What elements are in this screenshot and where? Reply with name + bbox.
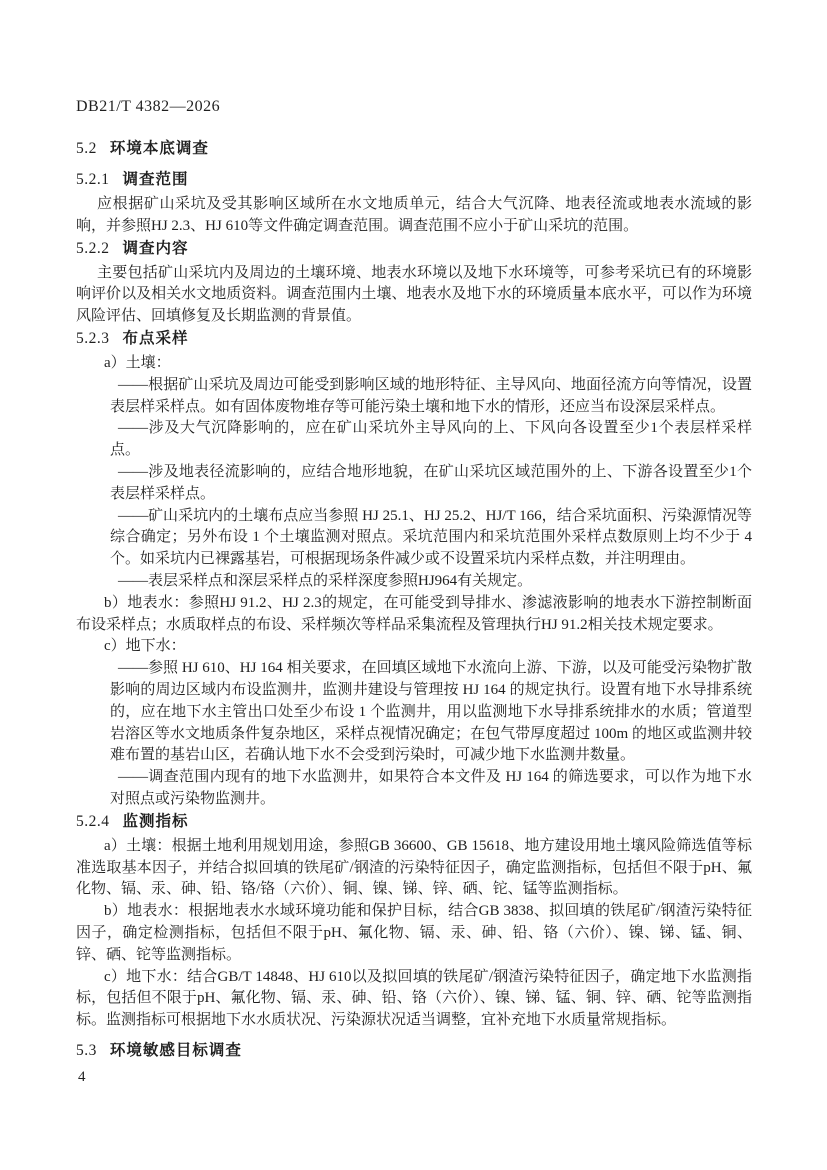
heading-5-2-1 — [76, 169, 752, 191]
heading-5-3 — [76, 1040, 752, 1062]
heading-5-2-2-number: 5.2.2 — [76, 239, 110, 257]
heading-5-2-title: 环境本底调查 — [109, 140, 209, 157]
heading-5-3-title: 环境敏感目标调查 — [109, 1041, 242, 1059]
heading-5-2-4-title: 监测指标 — [122, 812, 189, 830]
list-item: ——根据矿山采坑及周边可能受到影响区域的地形特征、主导风向、地面径流方向等情况，设置表层样采样点。如有固体废物堆存等可能污染土壤和地下水的情形，还应当布设深层采样点。 — [110, 376, 752, 415]
list-item: ——参照 HJ 610、HJ 164 相关要求，在回填区域地下水流向上游、下游，以及可能受污染物扩散影响的周边区域内布设监测井，监测井建设与管理按 HJ 164 的规定执行。设置有地下水导排系统的，应在地下水主管出口处至少布设 1 个监测井，用以监测地下水导排系统排水的水质；管道型岩溶区等水文地质条件复杂地区，采样点视情况确定；在包气带厚度超过 100m 的地区或监测井较难布置的基岩山区，若确认地下水不会受到污染时，可减少地下水监测井数量。 — [110, 660, 752, 764]
list-item-a-label: a）土壤： — [104, 354, 171, 371]
heading-5-2-1-number: 5.2.1 — [76, 171, 110, 188]
list-item: c）地下水：结合GB/T 14848、HJ 610以及拟回填的铁尾矿/钢渣污染特征因子，确定地下水监测指标，包括但不限于pH、氟化物、镉、汞、砷、铅、铬（六价）、镍、锑、锰、铜、锌、硒、铊等监测指标。监测指标可根据地下水水质状况、污染源状况适当调整，宜补充地下水质量常规指标。 — [76, 968, 752, 1029]
heading-5-3-number: 5.3 — [76, 1041, 97, 1059]
heading-5-2-1-title: 调查范围 — [122, 171, 189, 188]
heading-5-2-number: 5.2 — [76, 140, 97, 157]
list-item-b: b）地表水：参照HJ 91.2、HJ 2.3的规定，在可能受到导排水、渗滤液影响的地表水下游控制断面布设采样点；水质取样点的布设、采样频次等样品采集流程及管理执行HJ 91.2相关技术规定要求。 — [76, 594, 752, 633]
list-item: ——表层采样点和深层采样点的采样深度参照HJ964有关规定。 — [118, 572, 533, 589]
heading-5-2-3-number: 5.2.3 — [76, 329, 110, 347]
list-item-c-label: c）地下水： — [104, 638, 186, 655]
heading-5-2-2 — [76, 238, 752, 260]
page-content — [76, 96, 752, 1071]
paragraph-5-2-1: 应根据矿山采坑及受其影响区域所在水文地质单元，结合大气沉降、地表径流或地表水流域的影响，并参照HJ 2.3、HJ 610等文件确定调查范围。调查范围不应小于矿山采坑的范围。 — [76, 196, 752, 234]
doc-number: DB21/T 4382—2026 — [76, 98, 221, 115]
page-number: 4 — [78, 1069, 86, 1085]
list-item: ——涉及地表径流影响的，应结合地形地貌，在矿山采坑区域范围外的上、下游各设置至少1个表层样采样点。 — [110, 463, 752, 502]
heading-5-2 — [76, 138, 752, 160]
list-item: b）地表水：根据地表水水域环境功能和保护目标，结合GB 3838、拟回填的铁尾矿/钢渣污染特征因子，确定检测指标，包括但不限于pH、氟化物、镉、汞、砷、铅、铬（六价）、镍、锑、锰、铜、锌、硒、铊等监测指标。 — [76, 903, 752, 963]
list-item: a）土壤：根据土地利用规划用途，参照GB 36600、GB 15618、地方建设用地土壤风险筛选值等标准选取基本因子，并结合拟回填的铁尾矿/钢渣的污染特征因子，确定监测指标，包括但不限于pH、氟化物、镉、汞、砷、铅、铬/铬（六价）、铜、镍、锑、锌、硒、铊、锰等监测指标。 — [76, 837, 752, 898]
heading-5-2-2-title: 调查内容 — [122, 239, 189, 257]
list-item: ——涉及大气沉降影响的，应在矿山采坑外主导风向的上、下风向各设置至少1个表层样采样点。 — [110, 420, 752, 459]
list-item: ——矿山采坑内的土壤布点应当参照 HJ 25.1、HJ 25.2、HJ/T 166，结合采坑面积、污染源情况等综合确定；另外布设 1 个土壤监测对照点。采坑范围内和采坑范围外采样点数原则上均不少于 4 个。如采坑内已裸露基岩，可根据现场条件减少或不设置采坑内采样点数，并注明理由。 — [110, 507, 752, 568]
heading-5-2-3-title: 布点采样 — [122, 329, 189, 347]
heading-5-2-4 — [76, 811, 752, 833]
heading-5-2-3 — [76, 328, 752, 350]
heading-5-2-4-number: 5.2.4 — [76, 812, 110, 830]
list-item: ——调查范围内现有的地下水监测井，如果符合本文件及 HJ 164 的筛选要求，可以作为地下水对照点或污染物监测井。 — [110, 769, 752, 807]
paragraph-5-2-2: 主要包括矿山采坑内及周边的土壤环境、地表水环境以及地下水环境等，可参考采坑已有的环境影响评价以及相关水文地质资料。调查范围内土壤、地表水及地下水的环境质量本底水平，可以作为环境风险评估、回填修复及长期监测的背景值。 — [76, 264, 752, 325]
